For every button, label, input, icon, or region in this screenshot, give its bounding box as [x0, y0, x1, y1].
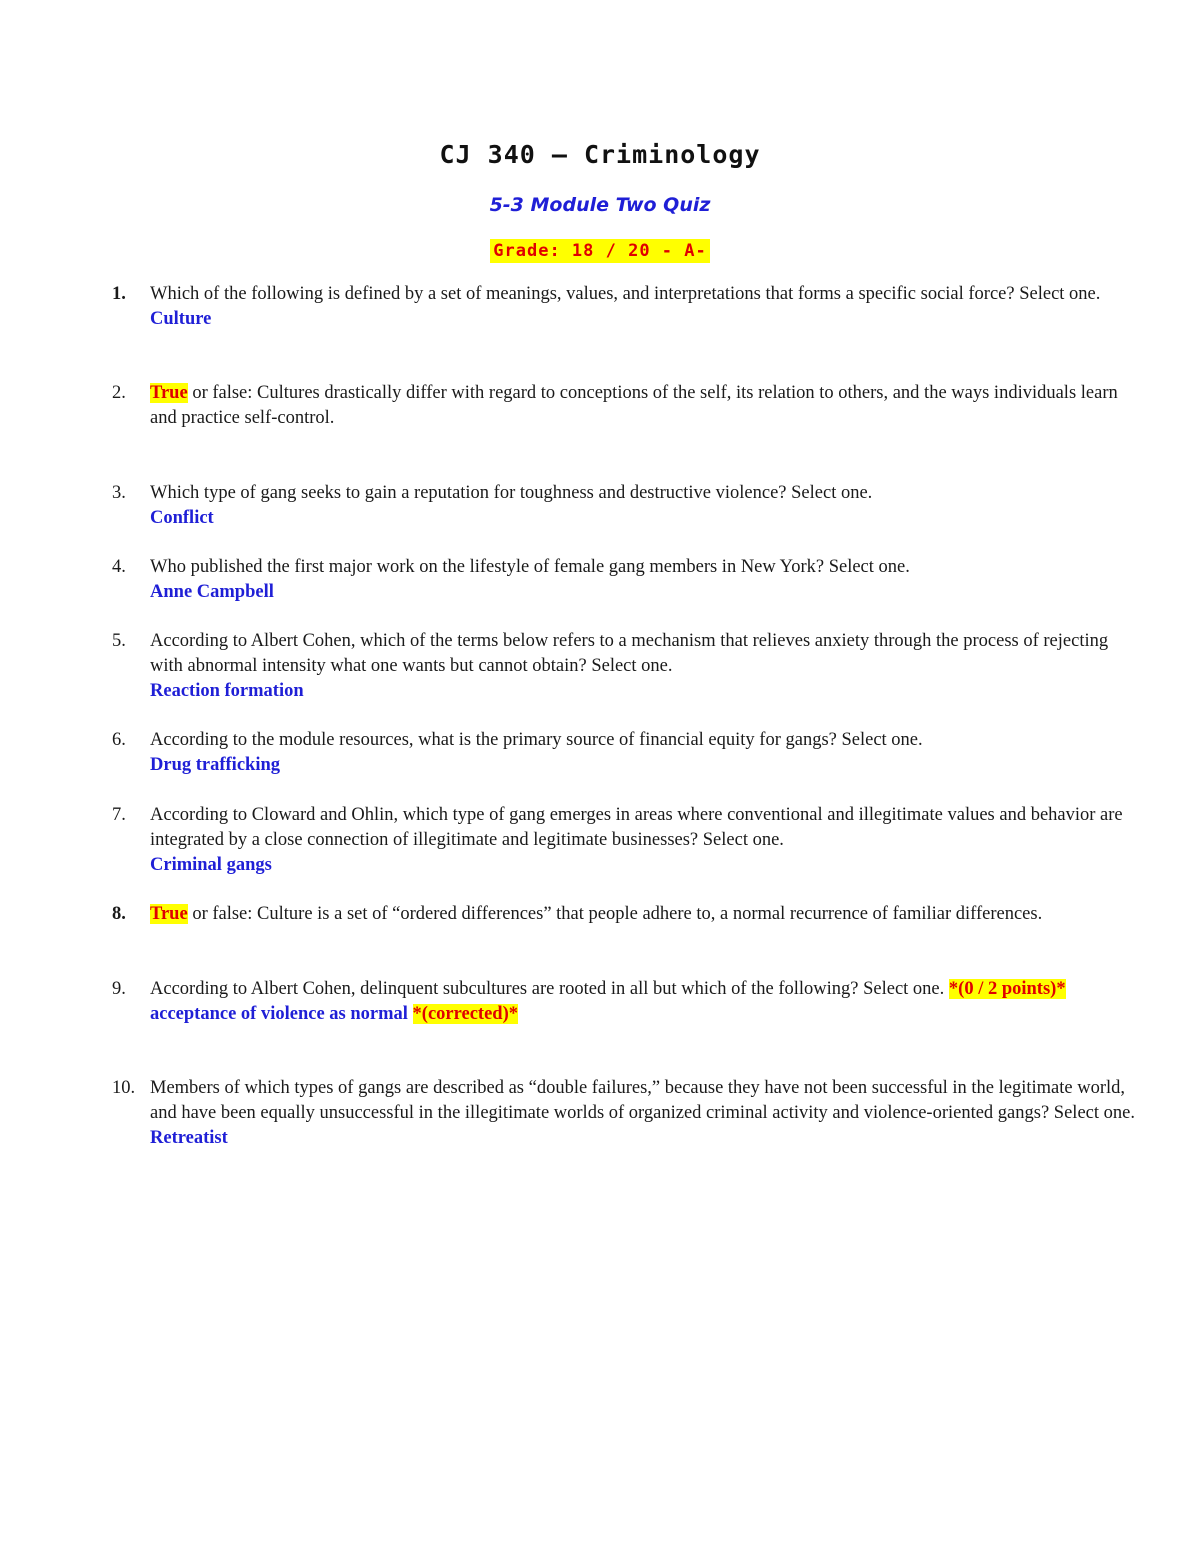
question-number: 9.: [112, 979, 126, 999]
question-number: 4.: [112, 557, 126, 577]
answer-line: [150, 1002, 1142, 1027]
answer-text: Drug trafficking: [150, 755, 280, 775]
question-number: 6.: [112, 730, 126, 750]
question-number: 3.: [112, 483, 126, 503]
question-10: [112, 1076, 1142, 1151]
question-5: [112, 629, 1142, 704]
grade-badge: Grade: 18 / 20 - A-: [490, 239, 709, 263]
question-text: or false: Culture is a set of “ordered differences” that people adhere to, a normal recurrence of familiar differences.: [187, 904, 1043, 924]
question-number: 7.: [112, 805, 126, 825]
question-text: According to Cloward and Ohlin, which type of gang emerges in areas where conventional and illegitimate values and behavior are integrated by a close connection of illegitimate and legitimate businesses? Select one.: [150, 805, 1123, 850]
question-6: [112, 728, 1142, 778]
grade-line: [0, 239, 1200, 263]
question-text: According to Albert Cohen, delinquent subcultures are rooted in all but which of the following? Select one.: [150, 979, 949, 999]
answer-text: acceptance of violence as normal: [150, 1004, 413, 1024]
question-number: 2.: [112, 383, 126, 403]
question-text: Who published the first major work on the lifestyle of female gang members in New York? Select one.: [150, 557, 910, 577]
answer-text: Criminal gangs: [150, 855, 272, 875]
question-text: Which type of gang seeks to gain a reputation for toughness and destructive violence? Select one.: [150, 483, 873, 503]
true-highlight: True: [150, 904, 188, 924]
true-highlight: True: [150, 383, 188, 403]
question-number: 10.: [112, 1078, 136, 1098]
question-number: 1.: [112, 284, 126, 304]
question-text: Members of which types of gangs are described as “double failures,” because they have not been successful in the legitimate world, and have been equally unsuccessful in the illegitimate worlds of organized criminal activity and violence-oriented gangs? Select one.: [150, 1078, 1135, 1123]
answer-text: Reaction formation: [150, 681, 304, 701]
answer-text: Conflict: [150, 508, 214, 528]
question-number: 5.: [112, 631, 126, 651]
question-8: [112, 902, 1142, 927]
question-4: [112, 555, 1142, 605]
points-note: *(0 / 2 points)*: [948, 979, 1066, 999]
question-text: According to Albert Cohen, which of the terms below refers to a mechanism that relieves anxiety through the process of rejecting with abnormal intensity what one wants but cannot obtain? Select one.: [150, 631, 1109, 676]
question-7: [112, 803, 1142, 878]
question-3: [112, 481, 1142, 531]
corrected-note: *(corrected)*: [412, 1004, 519, 1024]
question-text: According to the module resources, what is the primary source of financial equity for gangs? Select one.: [150, 730, 923, 750]
quiz-subtitle: 5-3 Module Two Quiz: [489, 194, 711, 216]
answer-text: Anne Campbell: [150, 582, 274, 602]
question-1: [112, 282, 1142, 332]
question-text: Which of the following is defined by a set of meanings, values, and interpretations that forms a specific social force? Select one.: [150, 284, 1101, 304]
question-number: 8.: [112, 904, 126, 924]
answer-text: Culture: [150, 309, 212, 329]
answer-text: Retreatist: [150, 1128, 228, 1148]
question-text: or false: Cultures drastically differ with regard to conceptions of the self, its relation to others, and the ways individuals learn and practice self-control.: [150, 383, 1118, 428]
question-9: [112, 977, 1142, 1027]
document-title: CJ 340 – Criminology: [439, 140, 761, 169]
question-2: [112, 381, 1142, 431]
